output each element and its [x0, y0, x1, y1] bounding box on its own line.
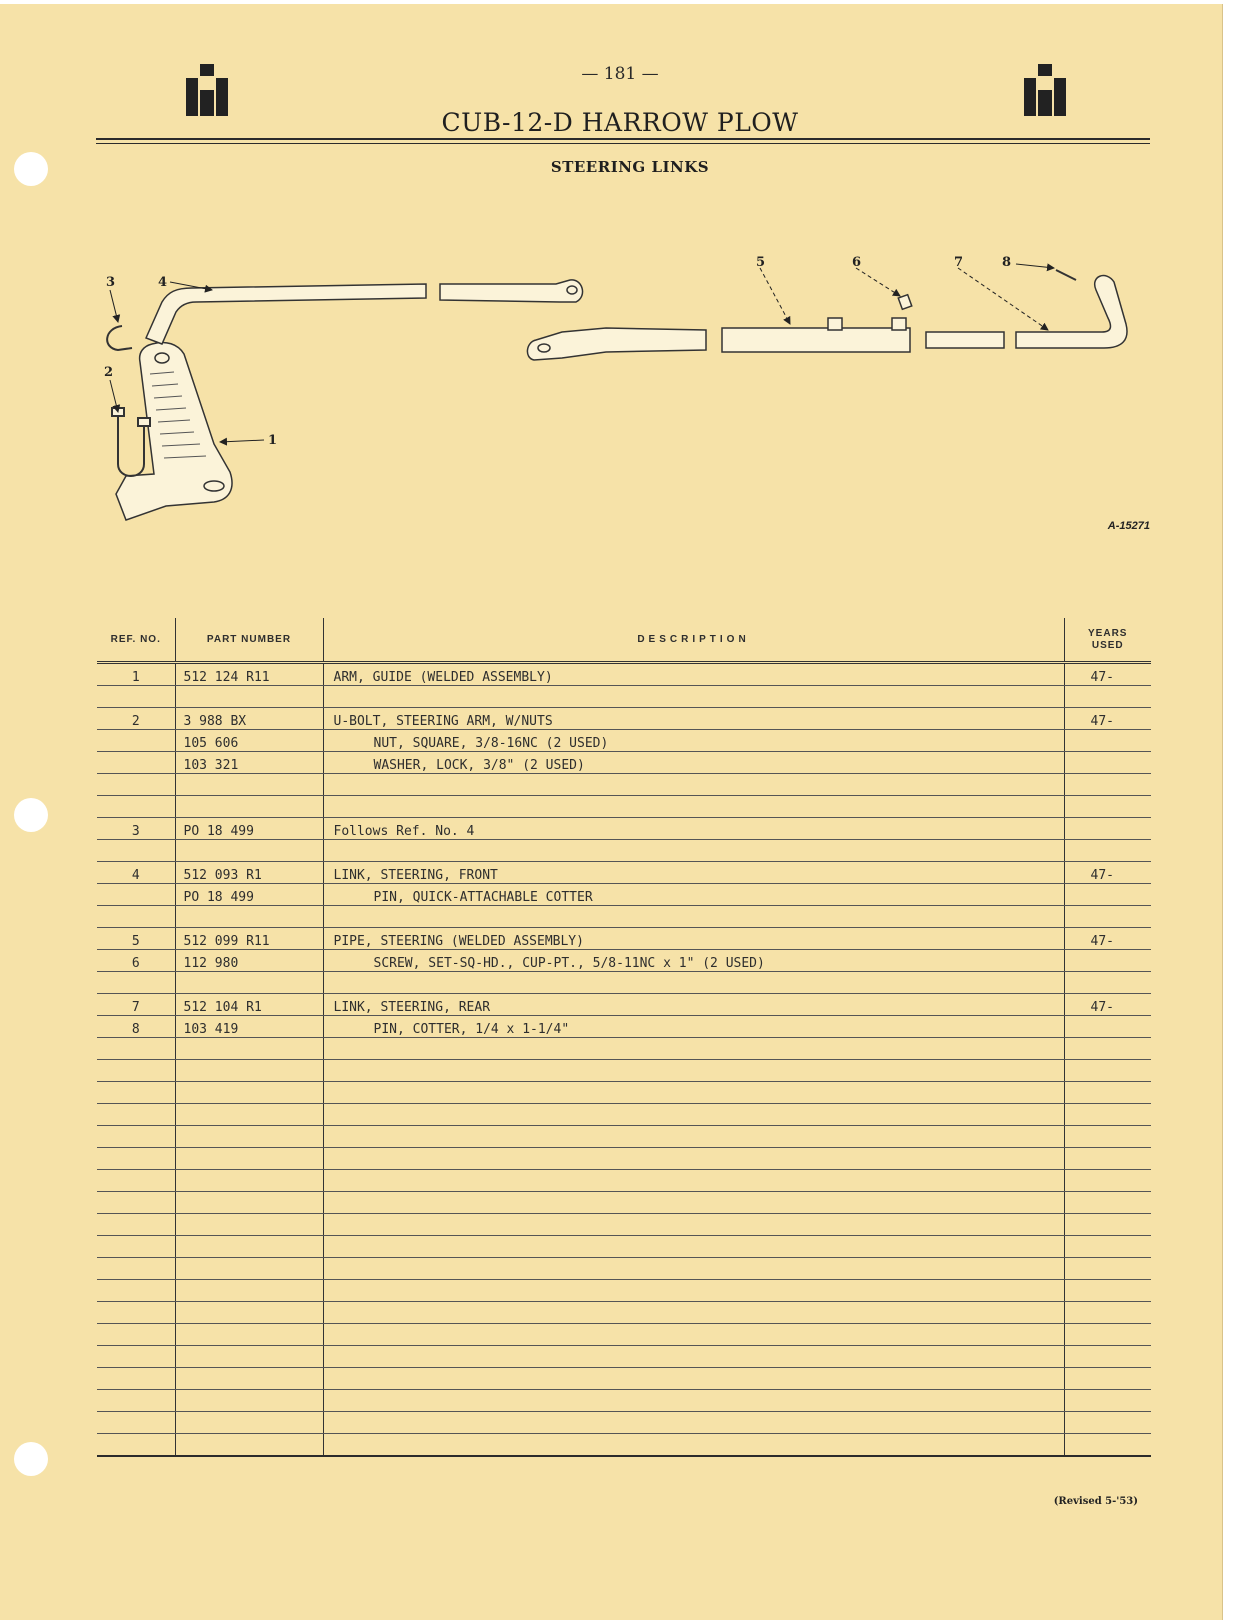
- ref-cell: 1: [97, 663, 175, 686]
- revision-note: (Revised 5-'53): [1053, 1496, 1138, 1507]
- part-number-cell: [175, 1346, 323, 1368]
- years-used-cell: [1064, 1082, 1151, 1104]
- description-cell: [323, 796, 1064, 818]
- part-number-cell: 103 419: [175, 1016, 323, 1038]
- table-row: [97, 1236, 1151, 1258]
- years-used-cell: [1064, 1016, 1151, 1038]
- description-cell: PIN, QUICK-ATTACHABLE COTTER: [323, 884, 1064, 906]
- description-cell: ARM, GUIDE (WELDED ASSEMBLY): [323, 663, 1064, 686]
- callout-7: 7: [954, 255, 964, 270]
- years-used-cell: [1064, 1346, 1151, 1368]
- part-number-cell: [175, 686, 323, 708]
- years-used-cell: [1064, 840, 1151, 862]
- table-row: [97, 1104, 1151, 1126]
- part-number-cell: [175, 1280, 323, 1302]
- ref-cell: [97, 1038, 175, 1060]
- title-rule: [96, 138, 1150, 140]
- table-row: [97, 708, 1151, 730]
- table-row: [97, 1060, 1151, 1082]
- table-row: [97, 1412, 1151, 1434]
- part-number-cell: [175, 1038, 323, 1060]
- part-number-cell: PO 18 499: [175, 818, 323, 840]
- ref-cell: [97, 1060, 175, 1082]
- years-used-cell: [1064, 1302, 1151, 1324]
- table-row: [97, 1126, 1151, 1148]
- years-used-cell: [1064, 906, 1151, 928]
- part-number-cell: 103 321: [175, 752, 323, 774]
- u-bolt-drawing: [112, 408, 150, 476]
- part-number-cell: [175, 796, 323, 818]
- years-used-cell: [1064, 1170, 1151, 1192]
- years-used-cell: [1064, 950, 1151, 972]
- table-row: [97, 1038, 1151, 1060]
- binder-hole: [14, 152, 48, 186]
- part-number-cell: PO 18 499: [175, 884, 323, 906]
- title-rule: [96, 143, 1150, 144]
- ref-cell: [97, 1104, 175, 1126]
- table-row: [97, 730, 1151, 752]
- table-row: [97, 1346, 1151, 1368]
- years-used-cell: [1064, 1368, 1151, 1390]
- description-cell: [323, 1368, 1064, 1390]
- years-used-cell: [1064, 1104, 1151, 1126]
- ref-cell: [97, 906, 175, 928]
- callout-1: 1: [268, 433, 278, 448]
- part-number-cell: [175, 1082, 323, 1104]
- binder-hole: [14, 1442, 48, 1476]
- years-used-cell: [1064, 774, 1151, 796]
- years-used-cell: [1064, 818, 1151, 840]
- ref-cell: [97, 752, 175, 774]
- callout-2: 2: [104, 365, 114, 380]
- table-row: [97, 994, 1151, 1016]
- description-cell: [323, 1390, 1064, 1412]
- table-row: [97, 1280, 1151, 1302]
- ref-cell: [97, 1324, 175, 1346]
- years-used-cell: [1064, 1236, 1151, 1258]
- table-row: [97, 1082, 1151, 1104]
- ref-cell: 5: [97, 928, 175, 950]
- table-row: [97, 686, 1151, 708]
- guide-arm-drawing: [116, 342, 232, 520]
- part-number-cell: [175, 1302, 323, 1324]
- table-row: [97, 1324, 1151, 1346]
- ref-cell: [97, 884, 175, 906]
- years-used-cell: [1064, 1192, 1151, 1214]
- part-number-cell: [175, 1258, 323, 1280]
- description-cell: [323, 1038, 1064, 1060]
- ref-cell: [97, 730, 175, 752]
- parts-diagram: [96, 244, 1160, 544]
- part-number-cell: [175, 1192, 323, 1214]
- description-cell: [323, 1126, 1064, 1148]
- page-number: — 181 —: [581, 64, 659, 84]
- years-used-cell: [1064, 884, 1151, 906]
- table-row: [97, 840, 1151, 862]
- years-used-cell: [1064, 1280, 1151, 1302]
- callout-3: 3: [106, 275, 116, 290]
- ref-cell: 2: [97, 708, 175, 730]
- years-used-cell: [1064, 752, 1151, 774]
- years-used-cell: [1064, 1324, 1151, 1346]
- part-number-cell: [175, 1170, 323, 1192]
- part-number-cell: 512 104 R1: [175, 994, 323, 1016]
- callout-4: 4: [158, 275, 168, 290]
- years-used-cell: [1064, 1214, 1151, 1236]
- ref-cell: [97, 1346, 175, 1368]
- ref-cell: [97, 1192, 175, 1214]
- years-used-cell: [1064, 686, 1151, 708]
- part-number-cell: 105 606: [175, 730, 323, 752]
- ref-cell: [97, 1170, 175, 1192]
- description-cell: [323, 906, 1064, 928]
- description-cell: [323, 1302, 1064, 1324]
- ref-cell: [97, 1302, 175, 1324]
- part-number-cell: 512 099 R11: [175, 928, 323, 950]
- part-number-cell: [175, 1368, 323, 1390]
- description-cell: [323, 1236, 1064, 1258]
- callout-6: 6: [852, 255, 862, 270]
- parts-table: [97, 618, 1151, 1457]
- description-cell: PIN, COTTER, 1/4 x 1-1/4": [323, 1016, 1064, 1038]
- col-years-header: YEARS USED: [1064, 618, 1151, 663]
- table-row: [97, 1148, 1151, 1170]
- part-number-cell: 512 093 R1: [175, 862, 323, 884]
- part-number-cell: 3 988 BX: [175, 708, 323, 730]
- ref-cell: [97, 1390, 175, 1412]
- description-cell: [323, 1214, 1064, 1236]
- ref-cell: 6: [97, 950, 175, 972]
- table-row: [97, 774, 1151, 796]
- table-row: [97, 663, 1151, 686]
- callout-8: 8: [1002, 255, 1012, 270]
- binder-hole: [14, 798, 48, 832]
- table-row: [97, 752, 1151, 774]
- description-cell: [323, 1280, 1064, 1302]
- description-cell: [323, 1258, 1064, 1280]
- part-number-cell: [175, 906, 323, 928]
- description-cell: [323, 1170, 1064, 1192]
- part-number-cell: [175, 1390, 323, 1412]
- table-row: [97, 1368, 1151, 1390]
- table-row: [97, 972, 1151, 994]
- rear-link-drawing: [926, 270, 1127, 348]
- part-number-cell: [175, 1324, 323, 1346]
- part-number-cell: [175, 840, 323, 862]
- cotter-pin-drawing: [107, 326, 132, 350]
- ref-cell: 7: [97, 994, 175, 1016]
- ref-cell: [97, 1236, 175, 1258]
- ref-cell: 8: [97, 1016, 175, 1038]
- ref-cell: [97, 1148, 175, 1170]
- table-row: [97, 1302, 1151, 1324]
- description-cell: [323, 686, 1064, 708]
- part-number-cell: [175, 1214, 323, 1236]
- ref-cell: [97, 840, 175, 862]
- description-cell: [323, 840, 1064, 862]
- ref-cell: [97, 1368, 175, 1390]
- table-row: [97, 862, 1151, 884]
- description-cell: [323, 1082, 1064, 1104]
- part-number-cell: [175, 1104, 323, 1126]
- table-row: [97, 1016, 1151, 1038]
- part-number-cell: [175, 972, 323, 994]
- description-cell: LINK, STEERING, REAR: [323, 994, 1064, 1016]
- table-row: [97, 884, 1151, 906]
- years-used-cell: [1064, 1148, 1151, 1170]
- page-title: CUB-12-D HARROW PLOW: [441, 108, 799, 137]
- ref-cell: 3: [97, 818, 175, 840]
- years-used-cell: [1064, 730, 1151, 752]
- years-used-cell: 47-: [1064, 663, 1151, 686]
- ref-cell: [97, 1126, 175, 1148]
- ref-cell: [97, 1280, 175, 1302]
- description-cell: [323, 1148, 1064, 1170]
- part-number-cell: [175, 1060, 323, 1082]
- section-title: STEERING LINKS: [550, 158, 710, 176]
- years-used-cell: [1064, 1412, 1151, 1434]
- years-used-cell: 47-: [1064, 928, 1151, 950]
- col-desc-header: DESCRIPTION: [323, 618, 1064, 663]
- description-cell: SCREW, SET-SQ-HD., CUP-PT., 5/8-11NC x 1" (2 USED): [323, 950, 1064, 972]
- ref-cell: [97, 774, 175, 796]
- ref-cell: [97, 1434, 175, 1457]
- part-number-cell: [175, 774, 323, 796]
- ref-cell: [97, 796, 175, 818]
- table-row: [97, 1214, 1151, 1236]
- ref-cell: [97, 1214, 175, 1236]
- table-row: [97, 950, 1151, 972]
- part-number-cell: [175, 1126, 323, 1148]
- ref-cell: [97, 1412, 175, 1434]
- description-cell: [323, 972, 1064, 994]
- years-used-cell: [1064, 972, 1151, 994]
- figure-code: A-15271: [1107, 520, 1150, 532]
- description-cell: [323, 1346, 1064, 1368]
- part-number-cell: [175, 1236, 323, 1258]
- years-used-cell: 47-: [1064, 994, 1151, 1016]
- table-header-row: [97, 618, 1151, 663]
- years-used-cell: [1064, 1258, 1151, 1280]
- table-row: [97, 1434, 1151, 1457]
- description-cell: NUT, SQUARE, 3/8-16NC (2 USED): [323, 730, 1064, 752]
- years-used-cell: [1064, 796, 1151, 818]
- years-used-cell: [1064, 1434, 1151, 1457]
- table-row: [97, 818, 1151, 840]
- part-number-cell: [175, 1412, 323, 1434]
- table-row: [97, 928, 1151, 950]
- description-cell: Follows Ref. No. 4: [323, 818, 1064, 840]
- col-part-header: PART NUMBER: [175, 618, 323, 663]
- years-used-cell: [1064, 1060, 1151, 1082]
- table-row: [97, 1390, 1151, 1412]
- ref-cell: [97, 972, 175, 994]
- years-used-cell: [1064, 1038, 1151, 1060]
- years-used-cell: 47-: [1064, 862, 1151, 884]
- table-row: [97, 906, 1151, 928]
- description-cell: [323, 1434, 1064, 1457]
- description-cell: U-BOLT, STEERING ARM, W/NUTS: [323, 708, 1064, 730]
- ref-cell: 4: [97, 862, 175, 884]
- table-row: [97, 796, 1151, 818]
- steering-pipe-drawing: [527, 295, 911, 360]
- years-used-cell: [1064, 1390, 1151, 1412]
- description-cell: LINK, STEERING, FRONT: [323, 862, 1064, 884]
- ref-cell: [97, 1258, 175, 1280]
- part-number-cell: 512 124 R11: [175, 663, 323, 686]
- ih-logo-left: [186, 64, 230, 116]
- years-used-cell: [1064, 1126, 1151, 1148]
- part-number-cell: [175, 1434, 323, 1457]
- part-number-cell: 112 980: [175, 950, 323, 972]
- description-cell: PIPE, STEERING (WELDED ASSEMBLY): [323, 928, 1064, 950]
- description-cell: WASHER, LOCK, 3/8" (2 USED): [323, 752, 1064, 774]
- description-cell: [323, 1324, 1064, 1346]
- parts-catalog-page: [0, 4, 1223, 1620]
- description-cell: [323, 1412, 1064, 1434]
- table-row: [97, 1258, 1151, 1280]
- table-row: [97, 1170, 1151, 1192]
- ih-logo-right: [1024, 64, 1068, 116]
- description-cell: [323, 1104, 1064, 1126]
- ref-cell: [97, 1082, 175, 1104]
- description-cell: [323, 774, 1064, 796]
- part-number-cell: [175, 1148, 323, 1170]
- description-cell: [323, 1192, 1064, 1214]
- table-row: [97, 1192, 1151, 1214]
- years-used-cell: 47-: [1064, 708, 1151, 730]
- col-ref-header: REF. NO.: [97, 618, 175, 663]
- description-cell: [323, 1060, 1064, 1082]
- ref-cell: [97, 686, 175, 708]
- callout-5: 5: [756, 255, 766, 270]
